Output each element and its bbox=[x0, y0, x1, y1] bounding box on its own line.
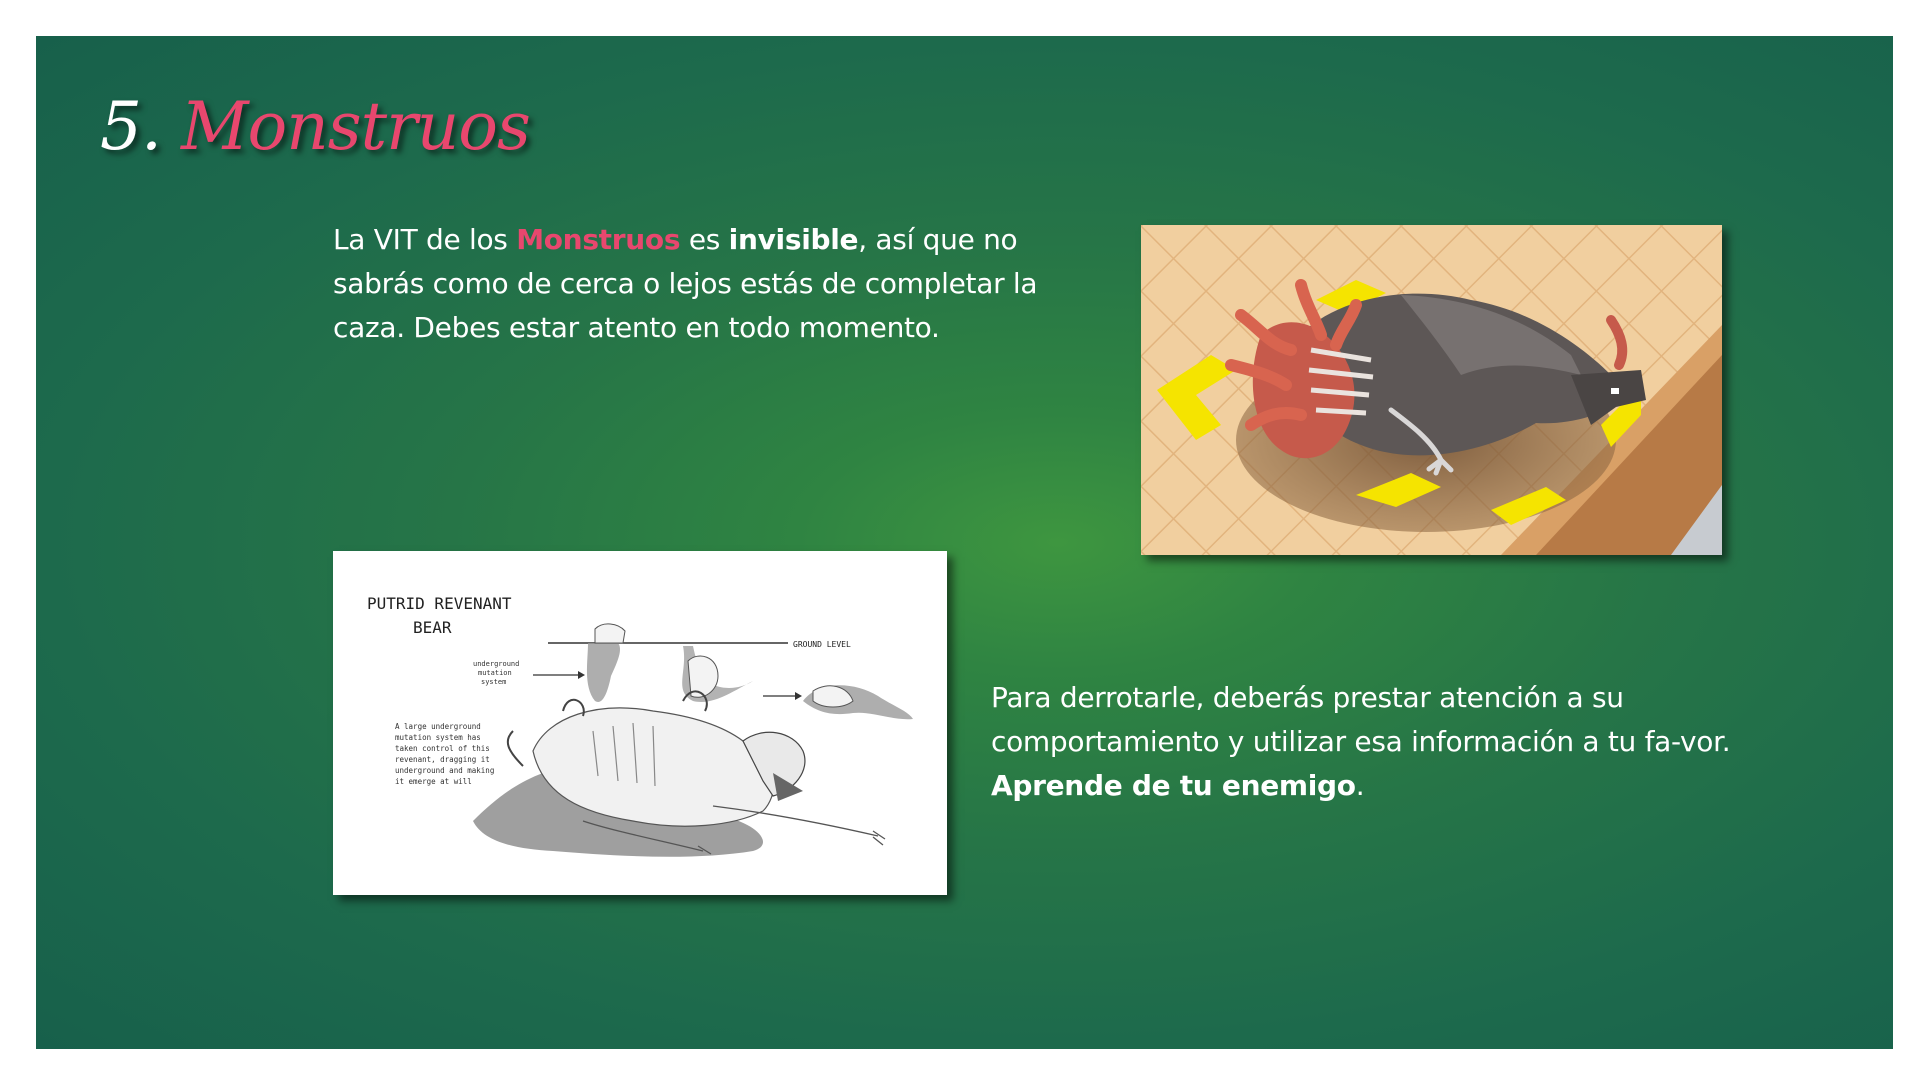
paragraph-strategy-text-1: Para derrotarle, deberás prestar atención a su comportamiento y utilizar esa información a tu fa-vor. bbox=[991, 681, 1731, 758]
paragraph-strategy bbox=[991, 676, 1771, 808]
sketch-title-line2: BEAR bbox=[413, 618, 452, 637]
sketch-note-large-6: it emerge at will bbox=[395, 777, 472, 786]
sketch-note-system-3: system bbox=[481, 678, 507, 686]
sketch-illustration bbox=[333, 551, 947, 895]
sketch-title-line1: PUTRID REVENANT bbox=[367, 594, 512, 613]
bold-invisible: invisible bbox=[728, 223, 859, 256]
paragraph-vit bbox=[333, 218, 1093, 350]
sketch-note-system-2: mutation bbox=[478, 669, 512, 677]
highlight-monstruos: Monstruos bbox=[516, 223, 681, 256]
concept-sketch bbox=[333, 551, 947, 895]
paragraph-vit-text-1: La VIT de los bbox=[333, 223, 517, 256]
slide-background bbox=[36, 36, 1893, 1049]
paragraph-vit-text-2: es bbox=[680, 223, 729, 256]
sketch-note-large-1: A large underground bbox=[395, 722, 481, 731]
title-number: 5. bbox=[100, 88, 161, 165]
title-word: Monstruos bbox=[180, 88, 530, 165]
paragraph-vit-text-3: , así que no sabrás como de cerca o lejos estás de completar la caza. Debes estar atento en todo momento. bbox=[333, 223, 1038, 344]
bold-aprende: Aprende de tu enemigo bbox=[991, 769, 1356, 802]
monster-pixel-art-image bbox=[1141, 225, 1722, 555]
sketch-note-system-1: underground bbox=[473, 660, 520, 668]
game-screenshot bbox=[1141, 225, 1722, 555]
page-title bbox=[100, 88, 530, 165]
sketch-note-large-3: taken control of this bbox=[395, 744, 490, 753]
paragraph-strategy-text-2: . bbox=[1355, 769, 1365, 802]
sketch-note-large-2: mutation system has bbox=[395, 733, 481, 742]
sketch-ground-label: GROUND LEVEL bbox=[793, 640, 851, 649]
sketch-note-large-4: revenant, dragging it bbox=[395, 755, 490, 764]
sketch-note-large-5: underground and making bbox=[395, 766, 495, 775]
